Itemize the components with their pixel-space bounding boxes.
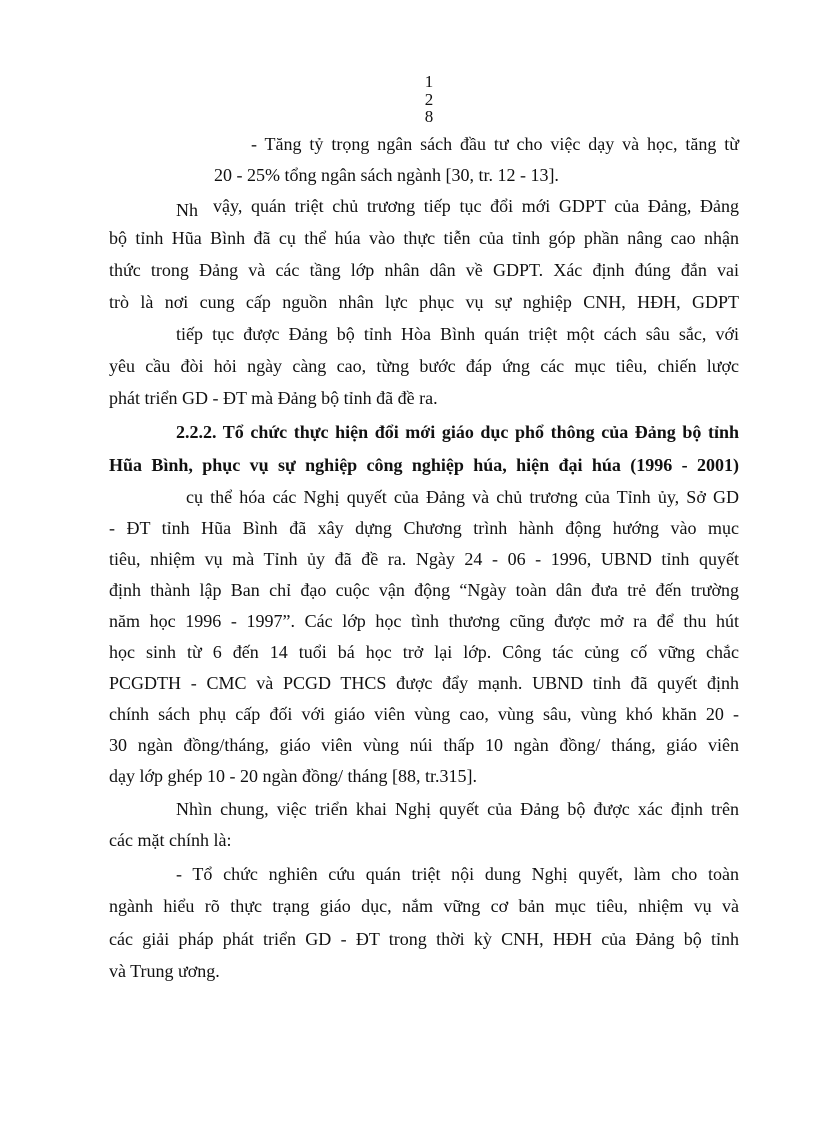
text-line: và Trung ương. — [109, 961, 220, 981]
text-line: - ĐT tỉnh Hũa Bình đã xây dựng Chương trình hành động hướng vào mục — [109, 518, 739, 538]
text-line: trò là nơi cung cấp nguồn nhân lực phục vụ sự nghiệp CNH, HĐH, GDPT — [109, 292, 739, 312]
text-line: các mặt chính là: — [109, 830, 232, 850]
text-line: - Tổ chức nghiên cứu quán triệt nội dung Nghị quyết, làm cho toàn — [176, 864, 739, 884]
text-line: chính sách phụ cấp đối với giáo viên vùng cao, vùng sâu, vùng khó khăn 20 - — [109, 704, 739, 724]
section-heading-line: Hũa Bình, phục vụ sự nghiệp công nghiệp húa, hiện đại húa (1996 - 2001) — [109, 455, 739, 475]
text-line: năm học 1996 - 1997”. Các lớp học tình thương cũng được mở ra để thu hút — [109, 611, 739, 631]
text-line: dạy lớp ghép 10 - 20 ngàn đồng/ tháng [88, tr.315]. — [109, 766, 477, 786]
text-line: học sinh từ 6 đến 14 tuổi bá học trở lại lớp. Công tác củng cố vững chắc — [109, 642, 739, 662]
text-line: PCGDTH - CMC và PCGD THCS được đẩy mạnh. UBND tỉnh đã quyết định — [109, 673, 739, 693]
text-line: 20 - 25% tổng ngân sách ngành [30, tr. 12 - 13]. — [214, 165, 559, 185]
text-line: tiêu, nhiệm vụ mà Tỉnh ủy đã đề ra. Ngày 24 - 06 - 1996, UBND tỉnh quyết — [109, 549, 739, 569]
text-line: yêu cầu đòi hỏi ngày càng cao, từng bước đáp ứng các mục tiêu, chiến lược — [109, 356, 739, 376]
page-number-digit: 1 — [424, 72, 434, 91]
text-line: ngành hiểu rõ thực trạng giáo dục, nắm vững cơ bản mục tiêu, nhiệm vụ và — [109, 896, 739, 916]
page-number-digit: 8 — [424, 107, 434, 126]
text-line: tiếp tục được Đảng bộ tỉnh Hòa Bình quán triệt một cách sâu sắc, với — [176, 324, 739, 344]
text-line: các giải pháp phát triển GD - ĐT trong thời kỳ CNH, HĐH của Đảng bộ tỉnh — [109, 929, 739, 949]
text-line: phát triển GD - ĐT mà Đảng bộ tỉnh đã đề ra. — [109, 388, 438, 408]
text-line-fragment: Nh — [176, 200, 198, 220]
text-line: Nhìn chung, việc triển khai Nghị quyết của Đảng bộ được xác định trên — [176, 799, 739, 819]
text-line: vậy, quán triệt chủ trương tiếp tục đổi mới GDPT của Đảng, Đảng — [213, 196, 739, 216]
text-line: - Tăng tỷ trọng ngân sách đầu tư cho việc dạy và học, tăng từ — [251, 134, 739, 154]
text-line: định thành lập Ban chỉ đạo cuộc vận động “Ngày toàn dân đưa trẻ đến trường — [109, 580, 739, 600]
text-line: 30 ngàn đồng/tháng, giáo viên vùng núi thấp 10 ngàn đồng/ tháng, giáo viên — [109, 735, 739, 755]
text-line: bộ tỉnh Hũa Bình đã cụ thể húa vào thực tiễn của tỉnh góp phần nâng cao nhận — [109, 228, 739, 248]
page-number-digit: 2 — [424, 90, 434, 109]
section-heading-line: 2.2.2. Tổ chức thực hiện đổi mới giáo dục phổ thông của Đảng bộ tỉnh — [176, 422, 739, 442]
text-line: cụ thể hóa các Nghị quyết của Đảng và chủ trương của Tỉnh ủy, Sở GD — [186, 487, 739, 507]
text-line: thức trong Đảng và các tầng lớp nhân dân về GDPT. Xác định đúng đắn vai — [109, 260, 739, 280]
